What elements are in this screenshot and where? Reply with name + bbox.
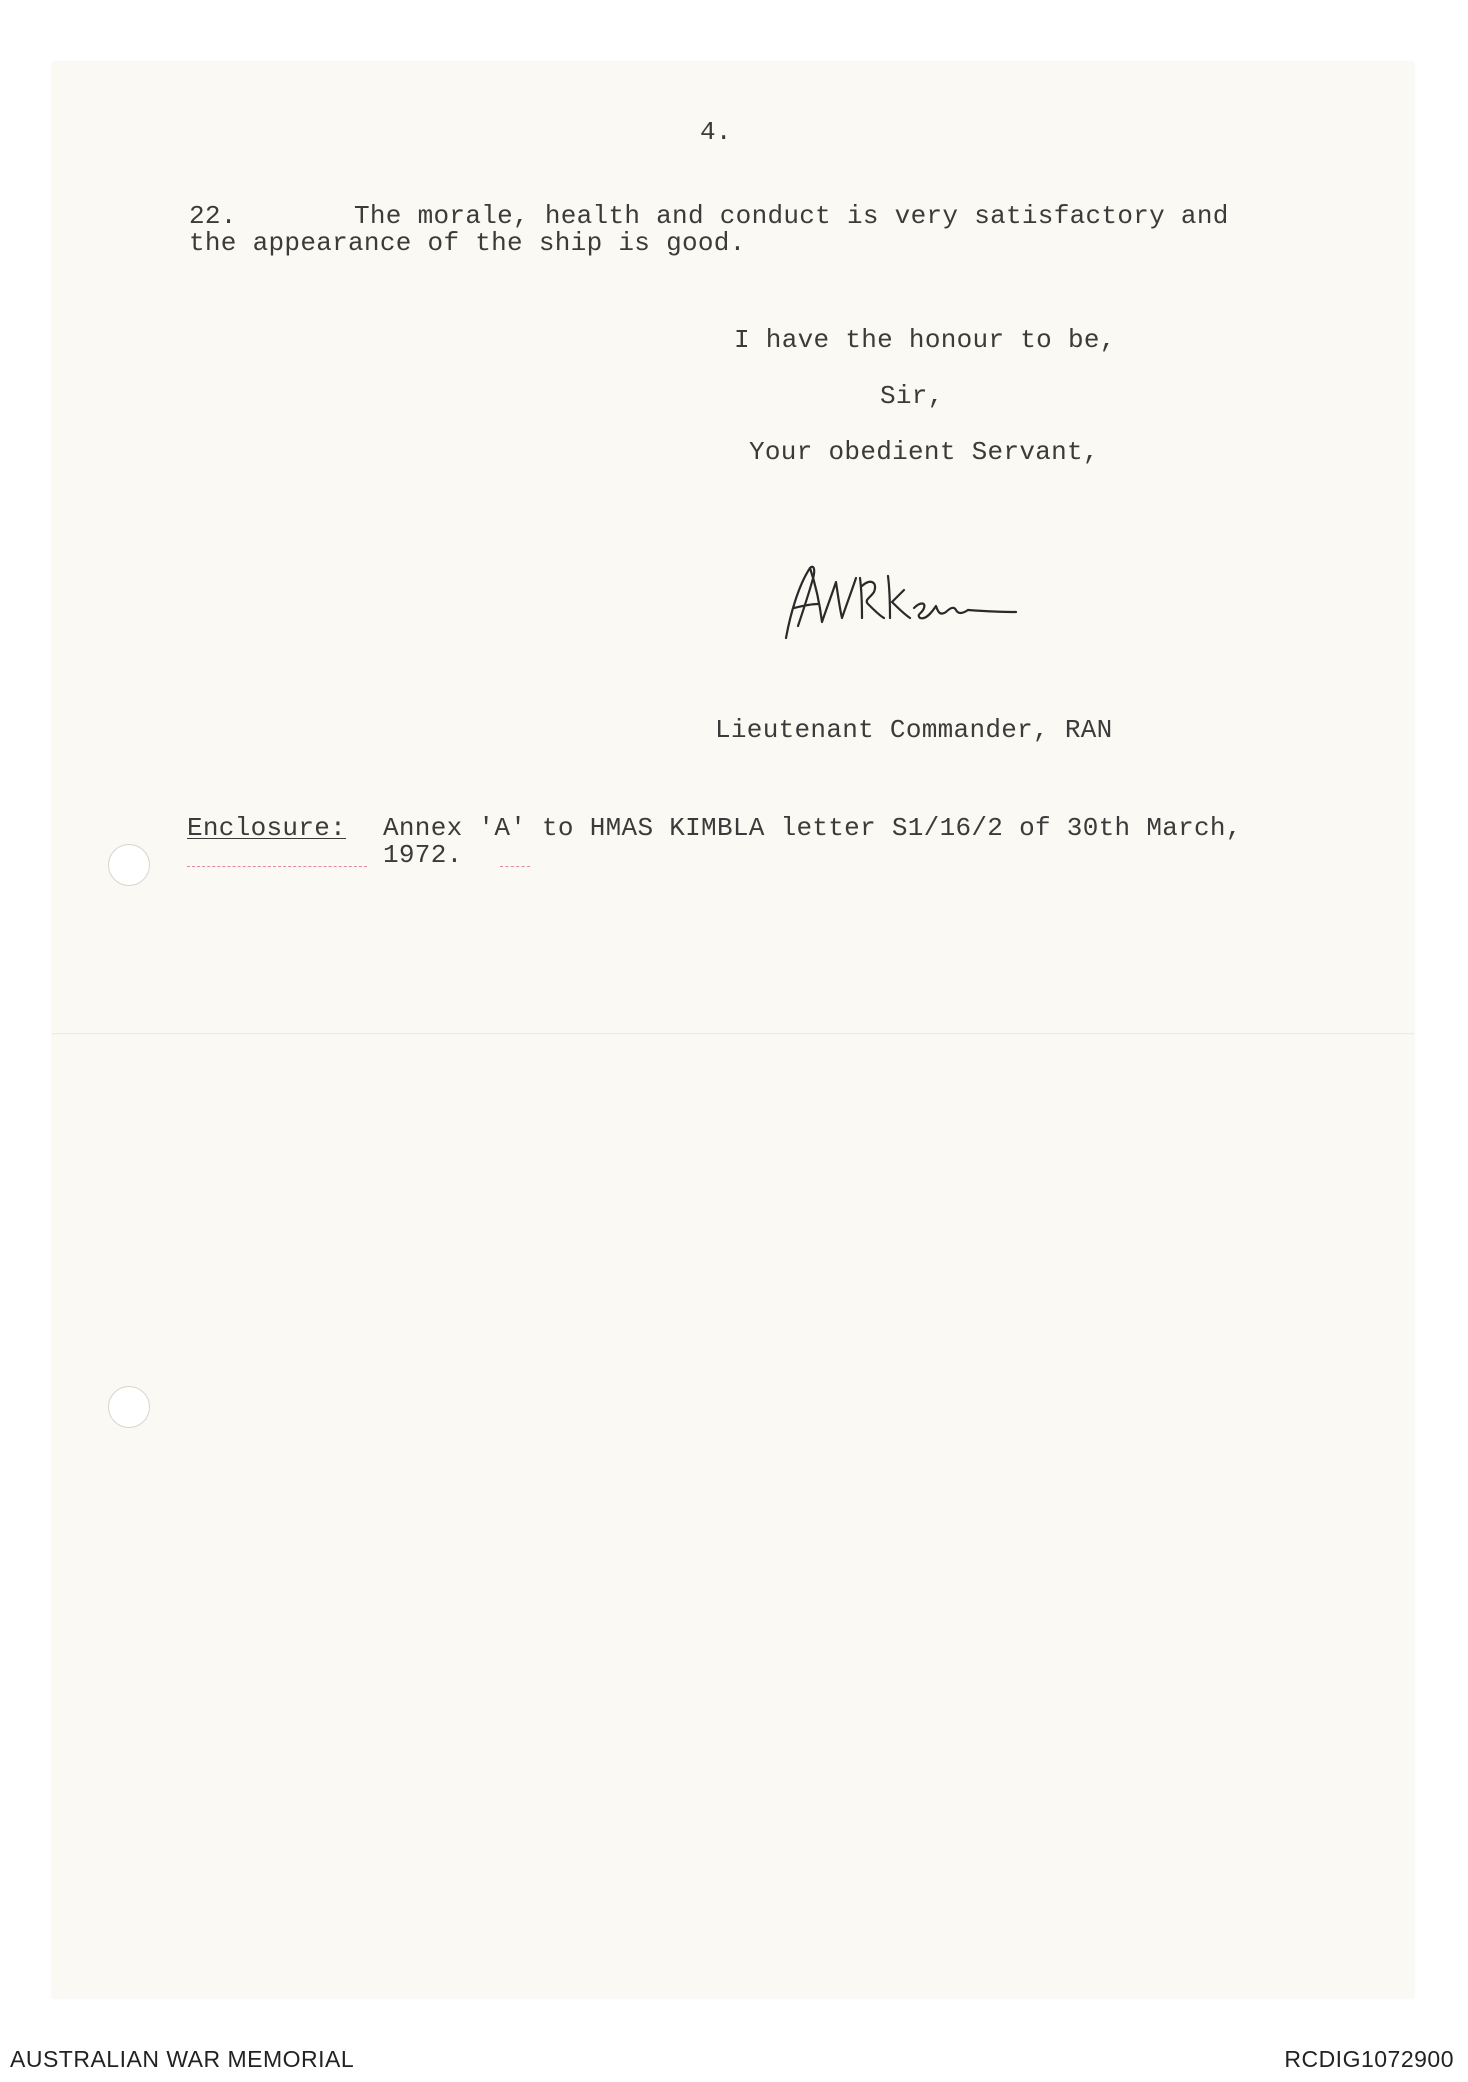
footer-record-id: RCDIG1072900 — [1284, 2046, 1454, 2072]
enclosure-text-line: 1972. — [383, 840, 463, 870]
handwritten-signature — [776, 556, 1026, 646]
signature-caption: Lieutenant Commander, RAN — [715, 715, 1113, 745]
fold-line — [52, 1033, 1414, 1035]
closing-line: I have the honour to be, — [734, 325, 1116, 355]
closing-salutation: Sir, — [880, 381, 944, 411]
footer-archive-name: AUSTRALIAN WAR MEMORIAL — [10, 2046, 355, 2072]
punch-hole — [108, 1386, 150, 1428]
document-page — [52, 62, 1414, 1998]
paragraph-text-line: the appearance of the ship is good. — [189, 228, 746, 258]
red-annotation-underline — [500, 866, 530, 867]
enclosure-label: Enclosure: — [187, 813, 347, 843]
page-number: 4. — [700, 117, 732, 147]
paragraph-text-line: The morale, health and conduct is very satisfactory and — [354, 201, 1229, 231]
paragraph-number: 22. — [189, 201, 237, 231]
punch-hole — [108, 844, 150, 886]
closing-line: Your obedient Servant, — [749, 437, 1099, 467]
red-annotation-underline — [187, 866, 367, 867]
enclosure-text-line: Annex 'A' to HMAS KIMBLA letter S1/16/2 of 30th March, — [383, 813, 1242, 843]
